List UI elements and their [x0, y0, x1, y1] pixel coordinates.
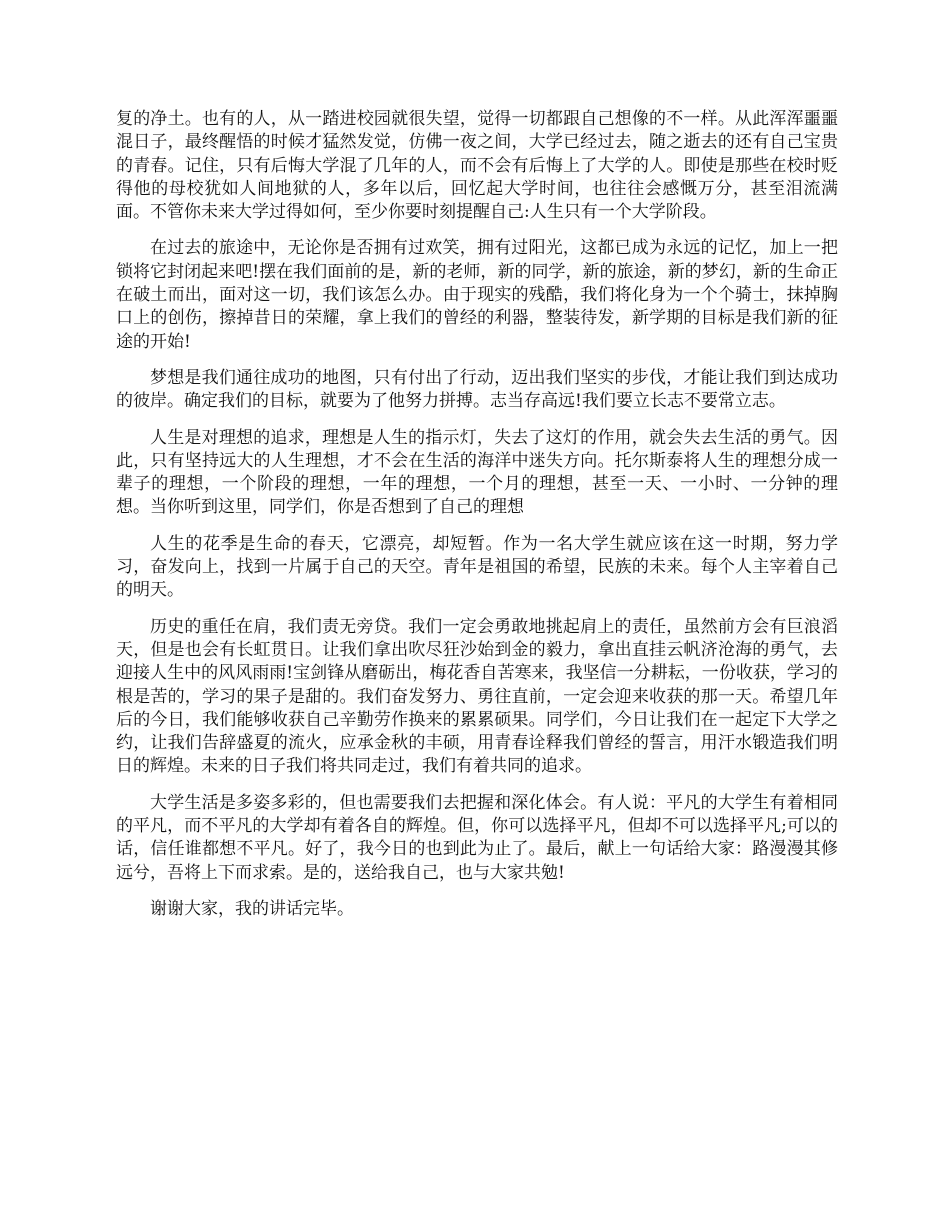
paragraph-ideal: 人生是对理想的追求，理想是人生的指示灯，失去了这灯的作用，就会失去生活的勇气。因此，只有坚持远大的人生理想，才不会在生活的海洋中迷失方向。托尔斯泰将人生的理想分成一辈子的理想，一个阶段的理想，一年的理想，一个月的理想，甚至一天、一小时、一分钟的理想。当你听到这里，同学们，你是否想到了自己的理想 [116, 427, 838, 518]
paragraph-youth: 人生的花季是生命的春天，它漂亮，却短暂。作为一名大学生就应该在这一时期，努力学习，奋发向上，找到一片属于自己的天空。青年是祖国的希望，民族的未来。每个人主宰着自己的明天。 [116, 533, 838, 601]
document-page [116, 108, 838, 934]
paragraph-continuation: 复的净土。也有的人，从一踏进校园就很失望，觉得一切都跟自己想像的不一样。从此浑浑噩噩混日子，最终醒悟的时候才猛然发觉，仿佛一夜之间，大学已经过去，随之逝去的还有自己宝贵的青春。记住，只有后悔大学混了几年的人，而不会有后悔上了大学的人。即使是那些在校时贬得他的母校犹如人间地狱的人，多年以后，回忆起大学时间，也往往会感慨万分，甚至泪流满面。不管你未来大学过得如何，至少你要时刻提醒自己:人生只有一个大学阶段。 [116, 109, 838, 223]
paragraph-college-life: 大学生活是多姿多彩的，但也需要我们去把握和深化体会。有人说：平凡的大学生有着相同的平凡，而不平凡的大学却有着各自的辉煌。但，你可以选择平凡，但却不可以选择平凡;可以的话，信任谁都想不平凡。好了，我今日的也到此为止了。最后，献上一句话给大家：路漫漫其修远兮，吾将上下而求索。是的，送给我自己，也与大家共勉! [116, 792, 838, 883]
paragraph-journey: 在过去的旅途中，无论你是否拥有过欢笑，拥有过阳光，这都已成为永远的记忆，加上一把锁将它封闭起来吧!摆在我们面前的是，新的老师，新的同学，新的旅途，新的梦幻，新的生命正在破土而出，面对这一切，我们该怎么办。由于现实的残酷，我们将化身为一个个骑士，抹掉胸口上的创伤，擦掉昔日的荣耀，拿上我们的曾经的利器，整装待发，新学期的目标是我们新的征途的开始! [116, 238, 838, 352]
paragraph-dream: 梦想是我们通往成功的地图，只有付出了行动，迈出我们坚实的步伐，才能让我们到达成功的彼岸。确定我们的目标，就要为了他努力拼搏。志当存高远!我们要立长志不要常立志。 [116, 367, 838, 412]
paragraph-responsibility: 历史的重任在肩，我们责无旁贷。我们一定会勇敢地挑起肩上的责任，虽然前方会有巨浪滔天，但是也会有长虹贯日。让我们拿出吹尽狂沙始到金的毅力，拿出直挂云帆济沧海的勇气，去迎接人生中的风风雨雨!宝剑锋从磨砺出，梅花香自苦寒来，我坚信一分耕耘，一份收获，学习的根是苦的，学习的果子是甜的。我们奋发努力、勇往直前，一定会迎来收获的那一天。希望几年后的今日，我们能够收获自己辛勤劳作换来的累累硕果。同学们，今日让我们在一起定下大学之约，让我们告辞盛夏的流火，应承金秋的丰硕，用青春诠释我们曾经的誓言，用汗水锻造我们明日的辉煌。未来的日子我们将共同走过，我们有着共同的追求。 [116, 616, 838, 777]
paragraph-closing: 谢谢大家，我的讲话完毕。 [150, 898, 354, 919]
